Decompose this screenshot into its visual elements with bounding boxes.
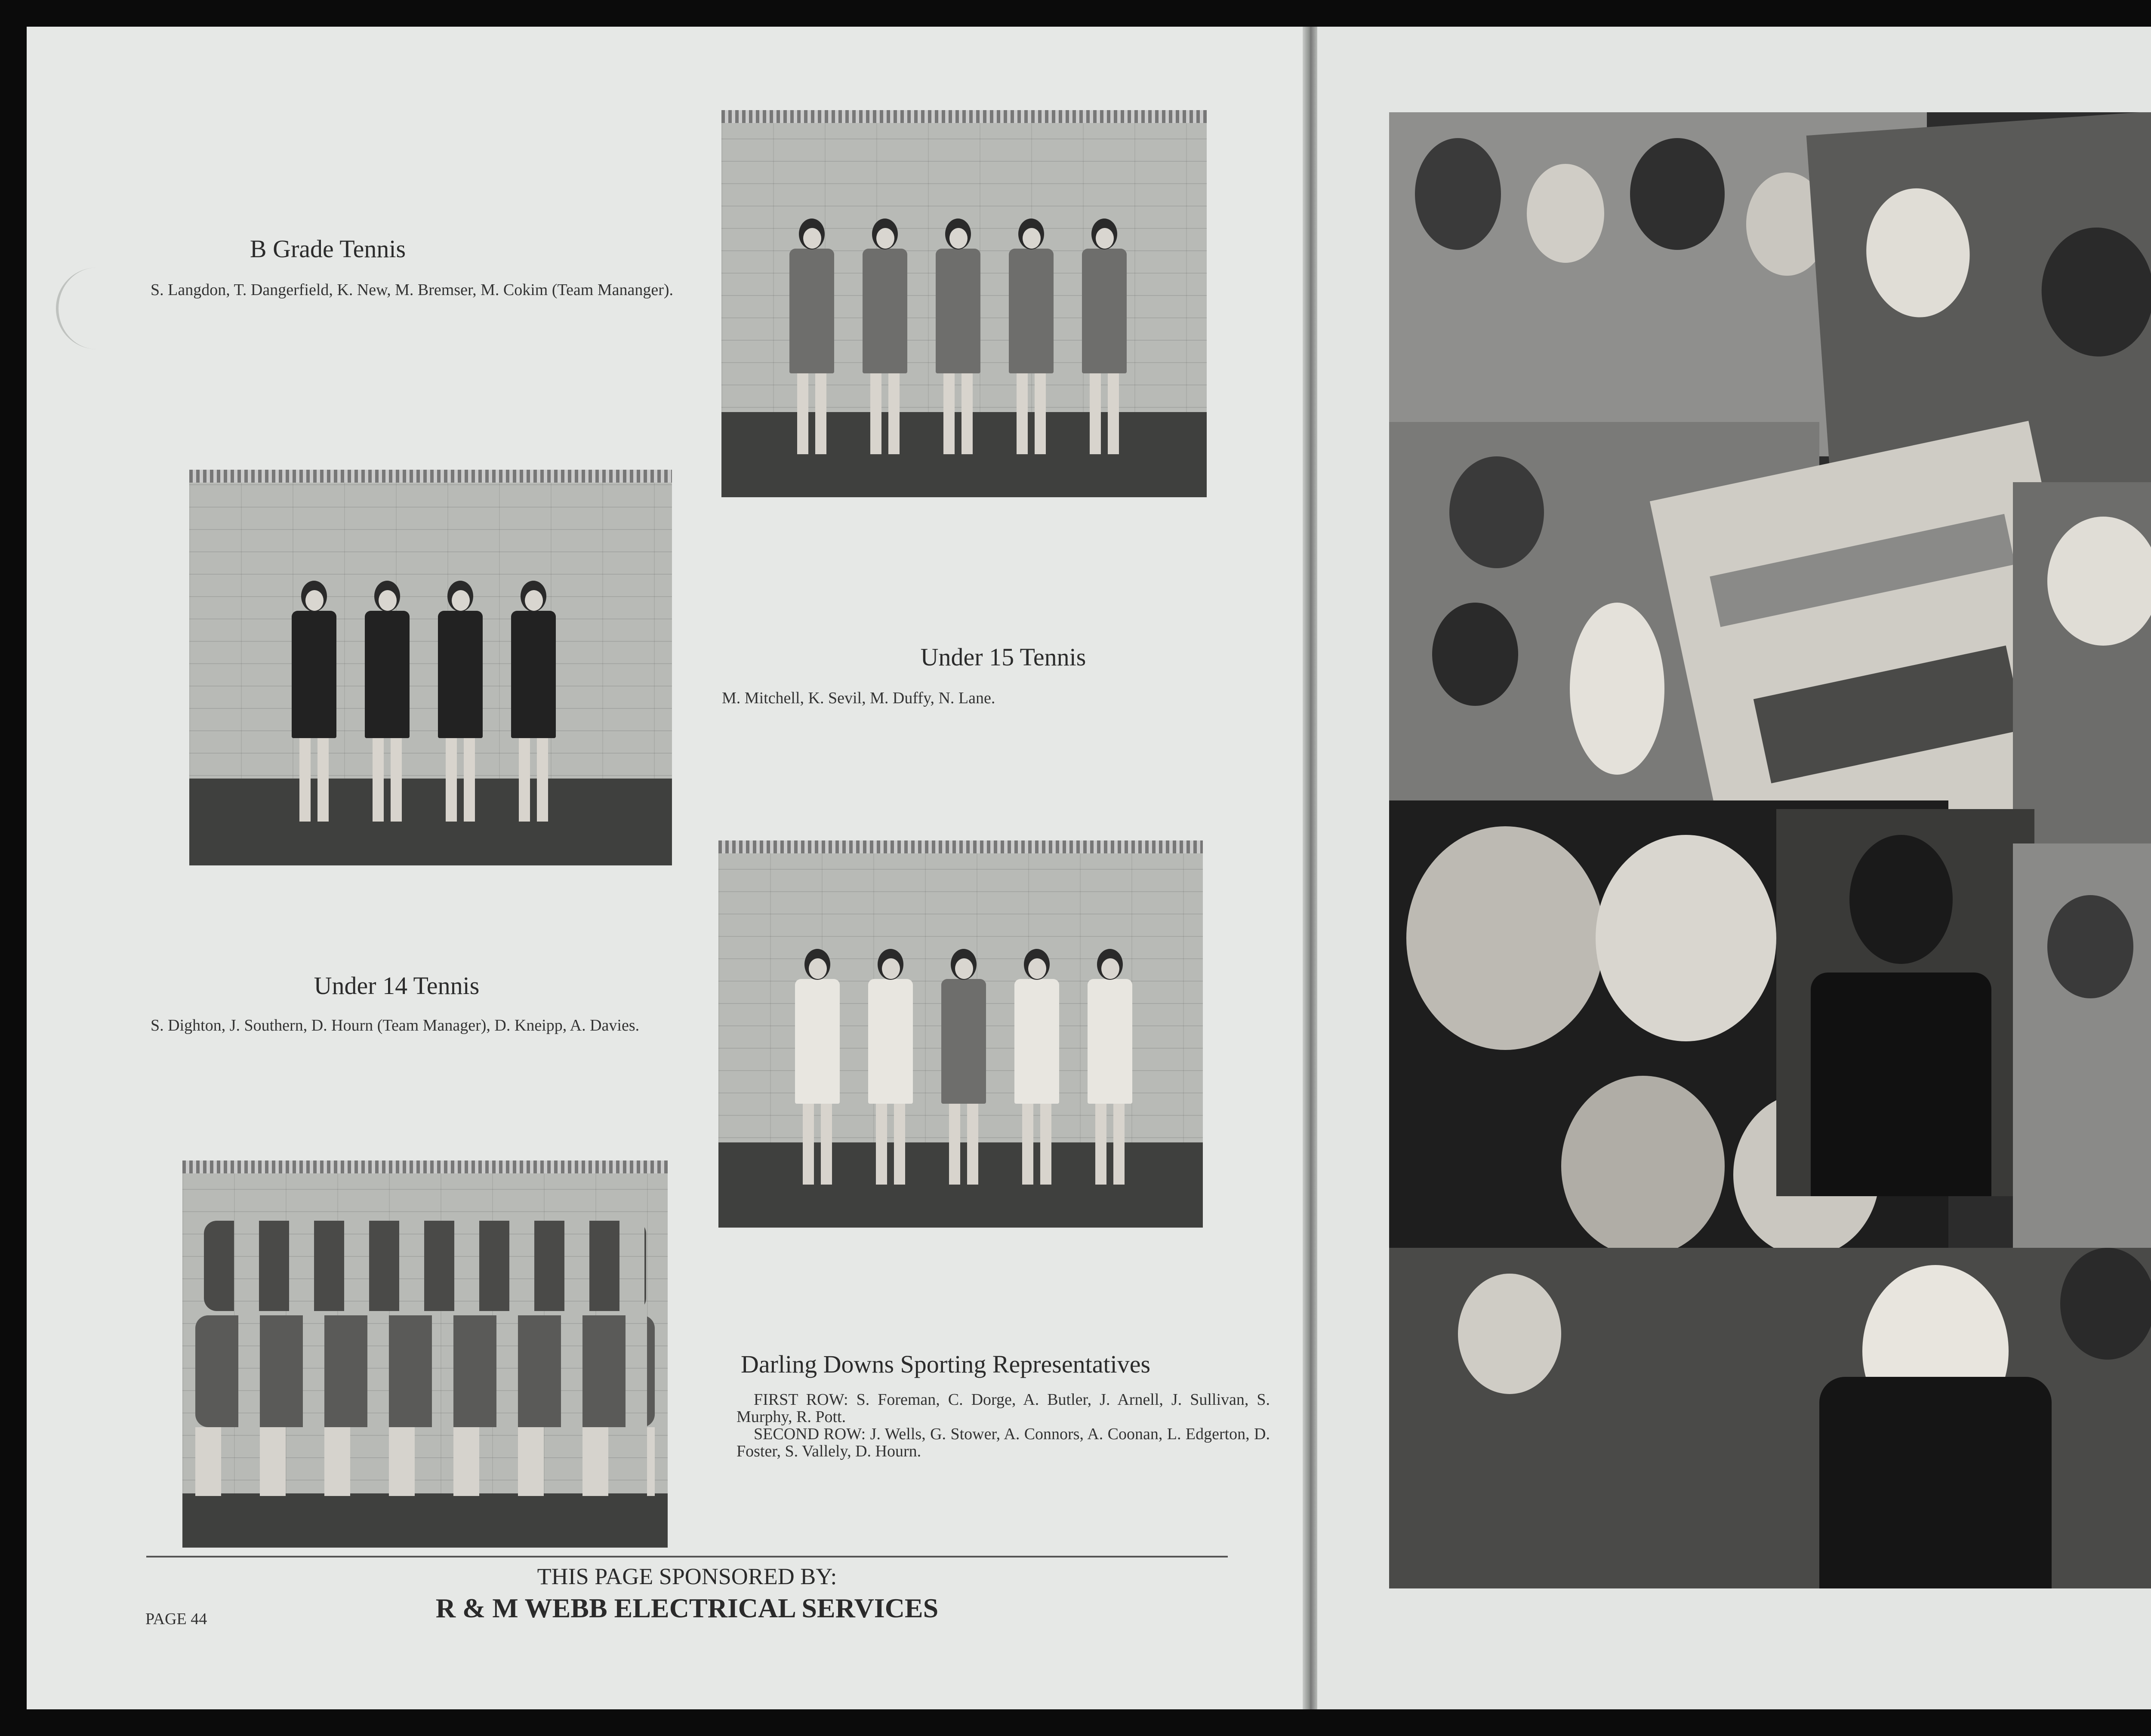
- collage-nun-portrait: [1389, 1248, 2151, 1588]
- sponsor-name: R & M WEBB ELECTRICAL SERVICES: [435, 1593, 939, 1623]
- photo-b-grade-team: [721, 110, 1207, 497]
- spine-gutter: [1303, 27, 1317, 1709]
- sponsor-divider: [146, 1556, 1228, 1557]
- page-number-left: PAGE 44: [145, 1610, 207, 1628]
- b-grade-names: S. Langdon, T. Dangerfield, K. New, M. Bremser, M. Cokim (Team Mananger).: [151, 281, 674, 299]
- darling-downs-second-row: SECOND ROW: J. Wells, G. Stower, A. Connors, A. Coonan, L. Edgerton, D. Foster, S. Vallely, D. Hourn.: [737, 1425, 1270, 1460]
- under-15-title: Under 15 Tennis: [920, 643, 1086, 671]
- b-grade-title: B Grade Tennis: [250, 235, 406, 263]
- darling-downs-title: Darling Downs Sporting Representatives: [741, 1350, 1151, 1378]
- sponsor-heading: THIS PAGE SPONSORED BY:: [537, 1564, 837, 1589]
- collage-bearded-man: [1776, 809, 2034, 1196]
- photo-under-15-team: [189, 470, 672, 865]
- page-44: [27, 27, 1303, 1709]
- binding-hole: [56, 268, 106, 349]
- page-45: [1317, 27, 2151, 1709]
- under-14-title: Under 14 Tennis: [314, 972, 480, 1000]
- magazine-spread: [27, 27, 2151, 1709]
- photo-collage: [1389, 112, 2151, 1588]
- under-14-names: S. Dighton, J. Southern, D. Hourn (Team Manager), D. Kneipp, A. Davies.: [151, 1016, 640, 1034]
- darling-downs-first-row: FIRST ROW: S. Foreman, C. Dorge, A. Butler, J. Arnell, J. Sullivan, S. Murphy, R. Pott.: [737, 1391, 1270, 1426]
- under-15-names: M. Mitchell, K. Sevil, M. Duffy, N. Lane.: [722, 689, 995, 707]
- collage-event-crowd: [2013, 843, 2151, 1274]
- photo-darling-downs-group: [182, 1160, 668, 1548]
- photo-under-14-team: [718, 840, 1203, 1228]
